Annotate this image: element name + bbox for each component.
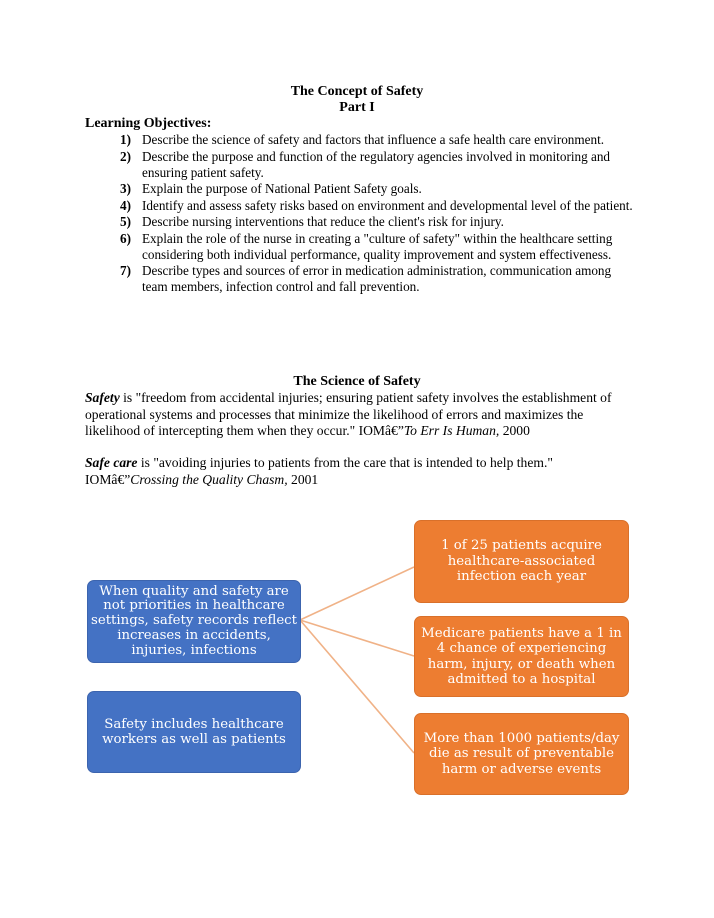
item-text: Describe the science of safety and factors that influence a safe health care environment. [142,132,605,147]
item-text: Explain the role of the nurse in creating a "culture of safety" within the healthcare setting considering both individual performance, quality improvement and system effectiveness. [142,230,613,262]
safety-term: Safety [85,390,120,405]
safe-care-year: 2001 [287,471,319,487]
item-text: Describe the purpose and function of the regulatory agencies involved in monitoring and ensuring patient safety. [142,148,611,180]
page-subtitle: Part I [339,100,375,115]
box-text: When quality and safety are not priorities in healthcare settings, safety records reflect increases in accidents, injuries, infections [91,583,297,658]
item-number: 4) [120,197,131,213]
item-number: 7) [120,263,131,278]
safety-source: To Err Is Human, [403,423,500,438]
orange-box-medicare [414,616,629,697]
connector-line [300,567,414,620]
item-number: 3) [120,181,131,196]
item-text: Explain the purpose of National Patient Safety goals. [142,181,422,196]
blue-box-workers [87,691,301,773]
safety-year: 2000 [499,423,530,438]
box-text: Safety includes healthcare workers as well as patients [102,716,286,747]
connector-line [300,620,414,753]
safe-care-term: Safe care [85,455,138,470]
page-title: The Concept of Safety [290,84,424,99]
safety-text: is "freedom from accidental injuries; ensuring patient safety involves the establishment of operational systems and processes that minimize the likelihood of errors and maximizes the likelihood of intercepting them when they occur." IOMâ€” [85,390,612,438]
blue-box-priorities [87,580,301,663]
connector-line [300,620,414,656]
safe-care-text: is "avoiding injuries to patients from the care that is intended to help them." IOMâ€” [85,455,553,487]
item-number: 5) [120,214,131,229]
item-number: 2) [120,148,131,164]
item-number: 6) [120,230,131,246]
science-heading: The Science of Safety [293,374,421,389]
box-text: More than 1000 patients/day die as result of preventable harm or adverse events [423,730,620,777]
item-text: Describe nursing interventions that reduce the client's risk for injury. [142,214,504,229]
orange-box-preventable [414,713,629,795]
box-text: Medicare patients have a 1 in 4 chance of experiencing harm, injury, or death when admitted to a hospital [421,625,622,687]
box-text: 1 of 25 patients acquire healthcare-associated infection each year [441,538,602,585]
orange-box-infection [414,520,629,603]
item-number: 1) [120,132,131,147]
safe-care-source: Crossing the Quality Chasm, [130,471,288,487]
item-text: Describe types and sources of error in medication administration, communication among team members, infection control and fall prevention. [142,263,612,294]
item-text: Identify and assess safety risks based on environment and developmental level of the patient. [142,197,633,213]
objectives-heading: Learning Objectives: [85,116,212,131]
